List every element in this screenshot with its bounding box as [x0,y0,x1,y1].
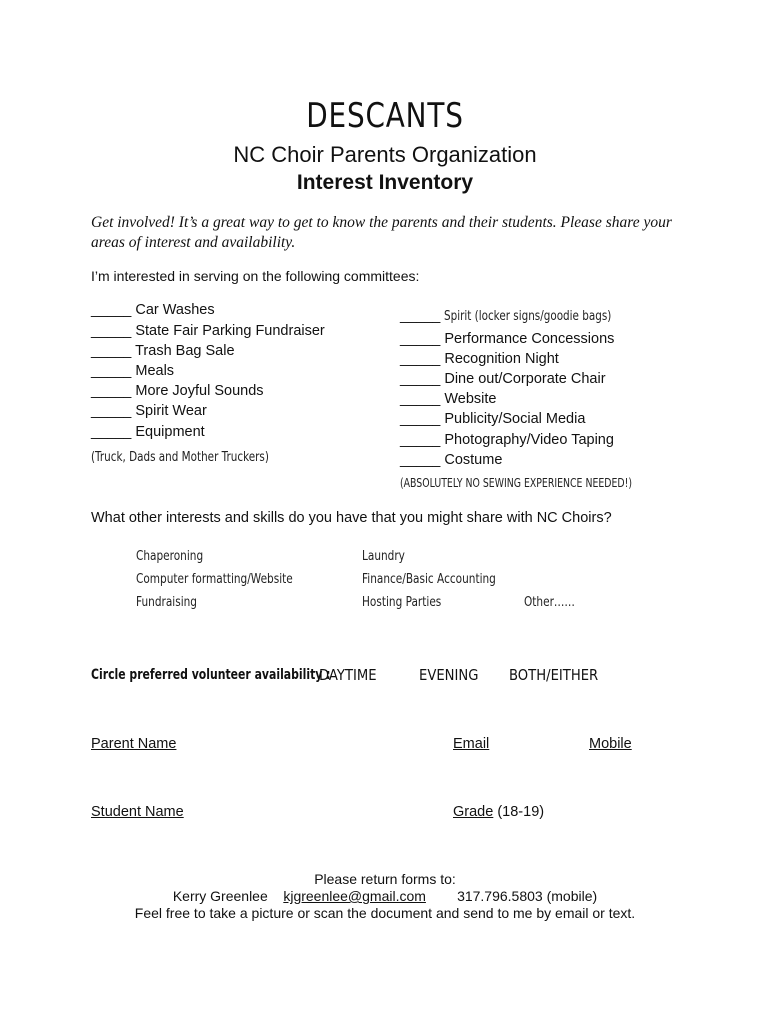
student-name-field[interactable]: Student Name [91,804,184,820]
skill-item[interactable]: Chaperoning [136,548,204,564]
mobile-field[interactable]: Mobile [589,736,632,752]
intro-paragraph: Get involved! It’s a great way to get to know the parents and their students. Please share your areas of interest and availability. [91,214,672,251]
parent-name-field[interactable]: Parent Name [91,736,177,752]
committee-item[interactable]: _____ Recognition Night [400,351,559,367]
committee-item[interactable]: _____ Photography/Video Taping [400,432,614,448]
return-instructions: Please return forms to: [314,871,456,887]
committee-item[interactable]: _____ Costume [400,452,503,468]
committee-item[interactable]: _____ Car Washes [91,302,215,318]
availability-evening[interactable]: EVENING [419,666,479,684]
contact-name: Kerry Greenlee [172,888,268,904]
committee-item[interactable]: _____ Dine out/Corporate Chair [400,371,606,387]
committee-item[interactable]: _____ Spirit Wear [91,403,207,419]
skill-item[interactable]: Hosting Parties [362,594,442,610]
committees-lead: I’m interested in serving on the following committees: [91,268,420,284]
committee-item[interactable]: _____ State Fair Parking Fundraiser [91,323,325,339]
skills-question: What other interests and skills do you have that you might share with NC Choirs? [91,510,612,526]
contact-line [0,888,770,904]
submission-note: Feel free to take a picture or scan the document and send to me by email or text. [134,905,636,921]
availability-both[interactable]: BOTH/EITHER [509,666,599,684]
contact-email-link[interactable]: kjgreenlee@gmail.com [283,888,426,904]
organization-name: NC Choir Parents Organization [233,142,537,167]
skill-item[interactable]: Laundry [362,548,405,564]
grade-field[interactable]: Grade (18-19) [453,804,545,820]
committee-item[interactable]: _____ Performance Concessions [400,331,615,347]
email-field[interactable]: Email [453,736,490,752]
availability-label: Circle preferred volunteer availability : [91,667,331,683]
skill-item[interactable]: Fundraising [136,594,197,610]
committee-item[interactable]: _____ Website [400,391,497,407]
committee-item[interactable]: _____ Trash Bag Sale [91,343,235,359]
skill-item[interactable]: Computer formatting/Website [136,571,293,587]
committee-item[interactable]: _____ More Joyful Sounds [91,383,264,399]
skill-other[interactable]: Other…… [524,594,575,610]
committee-note: (Truck, Dads and Mother Truckers) [91,450,269,465]
skill-item[interactable]: Finance/Basic Accounting [362,571,496,587]
committee-item[interactable]: _____ Publicity/Social Media [400,411,586,427]
costume-note: (ABSOLUTELY NO SEWING EXPERIENCE NEEDED!) [400,476,633,490]
committee-item[interactable]: _____ Spirit (locker signs/goodie bags) [400,308,612,324]
form-title: DESCANTS [306,96,464,136]
form-heading: Interest Inventory [296,171,474,194]
committee-item[interactable]: _____ Equipment [91,424,205,440]
availability-daytime[interactable]: DAYTIME [319,666,377,684]
contact-phone: 317.796.5803 (mobile) [457,888,598,904]
committee-item[interactable]: _____ Meals [91,363,175,379]
